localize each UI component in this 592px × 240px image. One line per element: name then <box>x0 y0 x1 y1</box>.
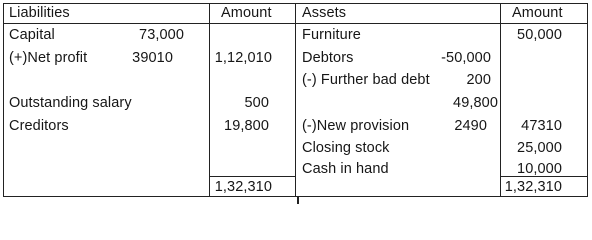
net-profit-label: (+)Net profit <box>9 50 88 66</box>
header-amount-right: Amount <box>512 5 563 21</box>
creditors-amount: 19,800 <box>224 118 269 134</box>
total-line-left <box>209 176 295 177</box>
column-divider <box>295 4 296 196</box>
new-provision-value: 2490 <box>454 118 487 134</box>
header-divider <box>4 23 587 24</box>
closing-stock-label: Closing stock <box>302 140 390 156</box>
outstanding-salary-amount: 500 <box>244 95 269 111</box>
cash-amount: 10,000 <box>517 161 562 177</box>
debtors-final: 47310 <box>521 118 562 134</box>
header-assets: Assets <box>302 5 347 21</box>
bad-debt-value: 200 <box>466 72 491 88</box>
creditors-label: Creditors <box>9 118 69 134</box>
capital-label: Capital <box>9 27 55 43</box>
furniture-label: Furniture <box>302 27 361 43</box>
new-provision-label: (-)New provision <box>302 118 410 134</box>
closing-stock-amount: 25,000 <box>517 140 562 156</box>
scan-mark <box>297 197 299 204</box>
furniture-amount: 50,000 <box>517 27 562 43</box>
column-divider <box>209 4 210 196</box>
assets-total: 1,32,310 <box>504 179 562 195</box>
cash-label: Cash in hand <box>302 161 389 177</box>
debtors-net: 49,800 <box>453 95 498 111</box>
header-amount-left: Amount <box>221 5 272 21</box>
column-divider <box>500 4 501 196</box>
debtors-label: Debtors <box>302 50 354 66</box>
capital-value: 73,000 <box>139 27 184 43</box>
bad-debt-label: (-) Further bad debt <box>302 72 430 88</box>
net-profit-value: 39010 <box>132 50 173 66</box>
header-liabilities: Liabilities <box>9 5 70 21</box>
balance-sheet-table <box>3 3 588 197</box>
debtors-value: -50,000 <box>441 50 491 66</box>
liabilities-total: 1,32,310 <box>214 179 272 195</box>
outstanding-salary-label: Outstanding salary <box>9 95 132 111</box>
capital-total: 1,12,010 <box>214 50 272 66</box>
